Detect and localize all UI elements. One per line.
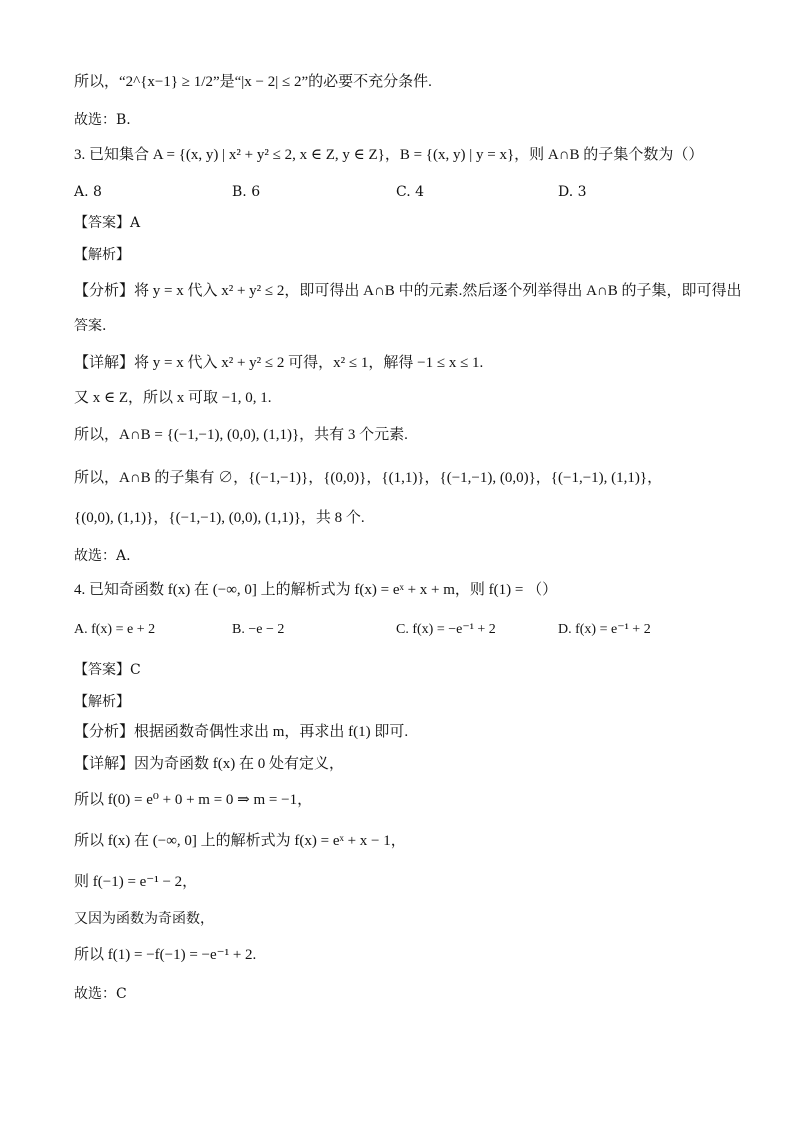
q4-detail-line-6: 所以 f(1) = −f(−1) = −e⁻¹ + 2. [74,947,257,963]
conclusion-line-q2: 所以，“2^{x−1} ≥ 1/2”是“|x − 2| ≤ 2”的必要不充分条件. [74,74,432,90]
answer-choice-q2: 故选：B. [74,112,131,128]
q3-detail-line-3: 所以，A∩B = {(−1,−1), (0,0), (1,1)}，共有 3 个元素. [74,427,408,443]
q4-final-choice: 故选：C [74,986,127,1002]
q4-analysis-text: 【分析】根据函数奇偶性求出 m，再求出 f(1) 即可. [74,724,409,740]
q4-option-a: A. f(x) = e + 2 [74,622,156,637]
q3-final-choice: 故选：A. [74,548,131,564]
q3-option-c: C. 4 [396,184,425,200]
q3-option-a: A. 8 [74,184,102,200]
q3-option-d: D. 3 [558,184,587,200]
q4-option-c: C. f(x) = −e⁻¹ + 2 [396,622,496,637]
q3-detail-line-4: 所以，A∩B 的子集有 ∅，{(−1,−1)}，{(0,0)}，{(1,1)}，{(−1,−1), (0,0)}，{(−1,−1), (1,1)}， [74,470,663,486]
q4-option-b: B. −e − 2 [232,622,285,637]
q3-detail-line-2: 又 x ∈ Z，所以 x 可取 −1, 0, 1. [74,390,272,406]
q3-analysis-text-cont: 答案. [74,318,107,334]
q4-detail-line-5: 又因为函数为奇函数， [74,911,214,927]
q4-analysis-heading: 【解析】 [74,694,130,710]
q4-option-d: D. f(x) = e⁻¹ + 2 [558,622,651,637]
question-3-stem: 3. 已知集合 A = {(x, y) | x² + y² ≤ 2, x ∈ Z, y ∈ Z}，B = {(x, y) | y = x}，则 A∩B 的子集个数为（） [74,147,704,163]
q3-analysis-text: 【分析】将 y = x 代入 x² + y² ≤ 2，即可得出 A∩B 中的元素.然后逐个列举得出 A∩B 的子集，即可得出 [74,283,742,299]
q3-detail-line-1: 【详解】将 y = x 代入 x² + y² ≤ 2 可得，x² ≤ 1，解得 −1 ≤ x ≤ 1. [74,355,484,371]
q4-detail-line-4: 则 f(−1) = e⁻¹ − 2， [74,874,198,890]
question-4-stem: 4. 已知奇函数 f(x) 在 (−∞, 0] 上的解析式为 f(x) = eˣ + x + m，则 f(1) = （） [74,582,558,598]
q3-answer: 【答案】A [74,215,141,231]
q3-detail-line-5: {(0,0), (1,1)}，{(−1,−1), (0,0), (1,1)}，共 8 个. [74,510,365,526]
q3-option-b: B. 6 [232,184,261,200]
q4-detail-line-3: 所以 f(x) 在 (−∞, 0] 上的解析式为 f(x) = eˣ + x − 1， [74,833,406,849]
q4-detail-line-2: 所以 f(0) = e⁰ + 0 + m = 0 ⇒ m = −1， [74,792,313,808]
q4-answer: 【答案】C [74,662,141,678]
q4-detail-line-1: 【详解】因为奇函数 f(x) 在 0 处有定义， [74,756,344,772]
q3-analysis-heading: 【解析】 [74,247,130,263]
